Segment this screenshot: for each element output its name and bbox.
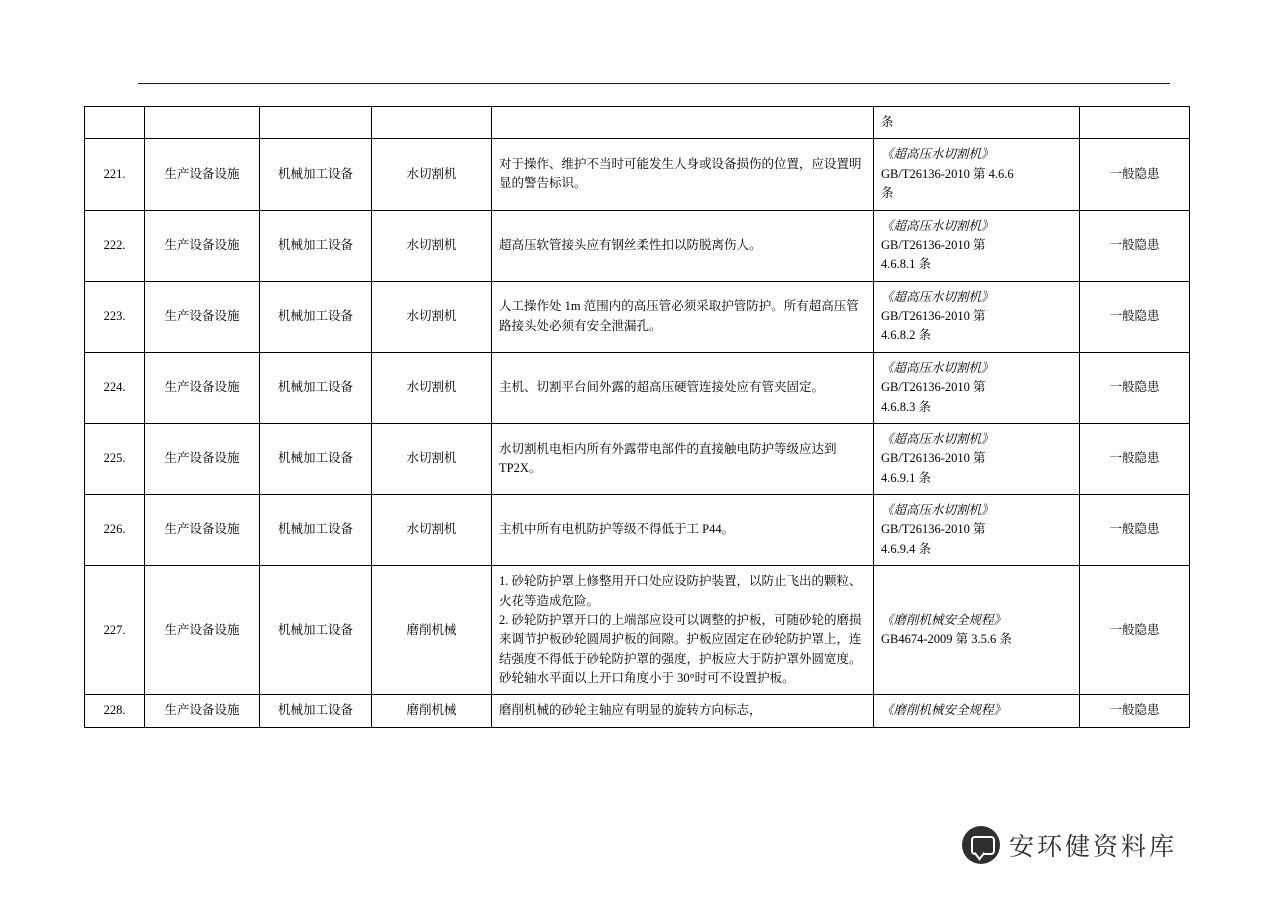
cell-description: 磨削机械的砂轮主轴应有明显的旋转方向标志， (492, 695, 874, 727)
cell-device: 水切割机 (372, 352, 492, 423)
cell-number: 223. (85, 281, 145, 352)
cell-standard (874, 566, 1080, 695)
cell-number (85, 107, 145, 139)
cell-description (492, 566, 874, 695)
standard-title: 《磨削机械安全规程》 (881, 612, 1007, 627)
cell-subcategory (260, 107, 372, 139)
cell-number: 221. (85, 139, 145, 210)
cell-subcategory: 机械加工设备 (260, 695, 372, 727)
standard-clause: 条 (881, 186, 894, 201)
cell-category: 生产设备设施 (145, 566, 260, 695)
standard-clause: 4.6.9.4 条 (881, 541, 932, 556)
cell-subcategory: 机械加工设备 (260, 281, 372, 352)
cell-category: 生产设备设施 (145, 281, 260, 352)
cell-category: 生产设备设施 (145, 139, 260, 210)
cell-description: 对于操作、维护不当时可能发生人身或设备损伤的位置，应设置明显的警告标识。 (492, 139, 874, 210)
description-line-1: 1. 砂轮防护罩上修整用开口处应设防护装置，以防止飞出的颗粒、火花等造成危险。 (499, 574, 862, 608)
cell-subcategory: 机械加工设备 (260, 423, 372, 494)
standard-code: GB4674-2009 第 3.5.6 条 (881, 632, 1012, 647)
standard-clause: 4.6.8.3 条 (881, 399, 932, 414)
cell-number: 227. (85, 566, 145, 695)
standard-title: 《超高压水切割机》 (881, 360, 994, 375)
cell-device: 磨削机械 (372, 695, 492, 727)
standard-code: GB/T26136-2010 第 (881, 380, 986, 395)
standard-clause: 4.6.8.1 条 (881, 257, 932, 272)
cell-number: 224. (85, 352, 145, 423)
cell-category: 生产设备设施 (145, 210, 260, 281)
cell-number: 226. (85, 495, 145, 566)
cell-subcategory: 机械加工设备 (260, 139, 372, 210)
cell-level: 一般隐患 (1080, 281, 1190, 352)
cell-description: 超高压软管接头应有钢丝柔性扣以防脱离伤人。 (492, 210, 874, 281)
cell-description: 主机中所有电机防护等级不得低于工 P44。 (492, 495, 874, 566)
cell-level: 一般隐患 (1080, 352, 1190, 423)
watermark (962, 826, 1177, 864)
cell-level: 一般隐患 (1080, 566, 1190, 695)
table-row (85, 210, 1190, 281)
table-row (85, 423, 1190, 494)
standard-title: 《超高压水切割机》 (881, 147, 994, 162)
cell-number: 225. (85, 423, 145, 494)
cell-device: 水切割机 (372, 495, 492, 566)
cell-description: 水切割机电柜内所有外露带电部件的直接触电防护等级应达到 TP2X。 (492, 423, 874, 494)
cell-standard (874, 495, 1080, 566)
table-row (85, 566, 1190, 695)
cell-standard (874, 139, 1080, 210)
cell-standard: 条 (874, 107, 1080, 139)
cell-subcategory: 机械加工设备 (260, 566, 372, 695)
standard-title: 《超高压水切割机》 (881, 503, 994, 517)
cell-level: 一般隐患 (1080, 423, 1190, 494)
cell-description: 人工操作处 1m 范围内的高压管必须采取护管防护。所有超高压管路接头处必须有安全泄漏孔。 (492, 281, 874, 352)
cell-device: 水切割机 (372, 423, 492, 494)
description-line-2: 2. 砂轮防护罩开口的上端部应设可以调整的护板，可随砂轮的磨损来调节护板砂轮圆周护板的间隙。护板应固定在砂轮防护罩上，连结强度不得低于砂轮防护罩的强度，护板应大于防护罩外圆宽度。砂轮轴水平面以上开口角度小于 30°时可不设置护板。 (499, 612, 862, 685)
cell-level: 一般隐患 (1080, 210, 1190, 281)
hazard-checklist-table (84, 106, 1190, 728)
standard-title: 《超高压水切割机》 (881, 218, 994, 233)
cell-level (1080, 107, 1190, 139)
table-row (85, 495, 1190, 566)
standard-code: GB/T26136-2010 第 (881, 309, 986, 323)
standard-title: 《超高压水切割机》 (881, 431, 994, 446)
cell-level: 一般隐患 (1080, 695, 1190, 727)
table-row (85, 352, 1190, 423)
standard-clause: 4.6.9.1 条 (881, 470, 932, 485)
cell-description (492, 107, 874, 139)
cell-standard: 《磨削机械安全规程》 (874, 695, 1080, 727)
cell-device: 水切割机 (372, 139, 492, 210)
shield-badge-icon (962, 826, 1000, 864)
cell-subcategory: 机械加工设备 (260, 210, 372, 281)
table-row (85, 281, 1190, 352)
cell-category: 生产设备设施 (145, 352, 260, 423)
standard-code: GB/T26136-2010 第 (881, 451, 986, 466)
cell-category: 生产设备设施 (145, 423, 260, 494)
watermark-label: 安环健资料库 (1009, 833, 1178, 861)
table-row (85, 139, 1190, 210)
cell-category: 生产设备设施 (145, 695, 260, 727)
cell-subcategory: 机械加工设备 (260, 495, 372, 566)
cell-subcategory: 机械加工设备 (260, 352, 372, 423)
standard-title: 《超高压水切割机》 (881, 289, 994, 304)
cell-description: 主机、切割平台间外露的超高压硬管连接处应有管夹固定。 (492, 352, 874, 423)
cell-device (372, 107, 492, 139)
table-row-continuation (85, 107, 1190, 139)
cell-device: 磨削机械 (372, 566, 492, 695)
cell-category: 生产设备设施 (145, 495, 260, 566)
cell-standard (874, 210, 1080, 281)
header-rule (138, 83, 1170, 84)
cell-standard (874, 423, 1080, 494)
cell-device: 水切割机 (372, 210, 492, 281)
standard-code: GB/T26136-2010 第 (881, 522, 986, 537)
standard-code: GB/T26136-2010 第 (881, 237, 986, 252)
cell-category (145, 107, 260, 139)
cell-number: 222. (85, 210, 145, 281)
cell-standard (874, 281, 1080, 352)
cell-level: 一般隐患 (1080, 139, 1190, 210)
standard-clause: 4.6.8.2 条 (881, 328, 932, 343)
cell-level: 一般隐患 (1080, 495, 1190, 566)
standard-code: GB/T26136-2010 第 4.6.6 (881, 166, 1014, 181)
cell-standard (874, 352, 1080, 423)
cell-device: 水切割机 (372, 281, 492, 352)
table-row (85, 695, 1190, 727)
cell-number: 228. (85, 695, 145, 727)
